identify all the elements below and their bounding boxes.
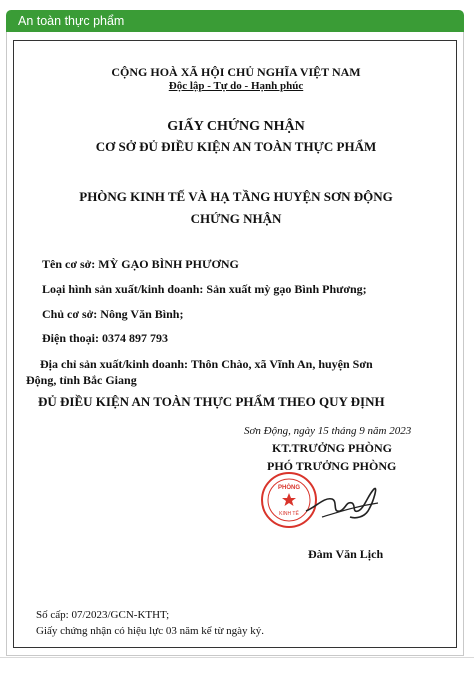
- header-bar: [0, 0, 474, 33]
- phone: Điện thoại: 0374 897 793: [42, 331, 168, 345]
- signature-icon: [302, 477, 382, 525]
- conclusion: ĐỦ ĐIỀU KIỆN AN TOÀN THỰC PHẨM THEO QUY ĐỊNH: [38, 394, 385, 409]
- country-line: CỘNG HOÀ XÃ HỘI CHỦ NGHĨA VIỆT NAM: [111, 65, 361, 79]
- owner: Chủ cơ sở: Nông Văn Bình;: [42, 307, 184, 321]
- validity-note: Giấy chứng nhận có hiệu lực 03 năm kể từ ngày ký.: [36, 625, 265, 637]
- sign-title-1: KT.TRƯỞNG PHÒNG: [272, 441, 392, 455]
- issuer-line-1: PHÒNG KINH TẾ VÀ HẠ TẦNG HUYỆN SƠN ĐỘNG: [79, 189, 393, 204]
- title-line-2: CƠ SỞ ĐỦ ĐIỀU KIỆN AN TOÀN THỰC PHẨM: [95, 139, 377, 154]
- certificate-number: Số cấp: 07/2023/GCN-KTHT;: [36, 609, 170, 621]
- signer-name: Đàm Văn Lịch: [308, 547, 384, 561]
- facility-name: Tên cơ sở: MỲ GẠO BÌNH PHƯƠNG: [42, 257, 239, 271]
- svg-text:KINH TẾ: KINH TẾ: [279, 511, 299, 517]
- sign-title-2: PHÓ TRƯỞNG PHÒNG: [267, 459, 397, 473]
- section-tab[interactable]: [6, 10, 464, 32]
- section-tab-label: An toàn thực phẩm: [18, 14, 125, 28]
- certificate-document: [13, 40, 457, 648]
- address-line-1: Địa chỉ sản xuất/kinh doanh: Thôn Chào, xã Vĩnh An, huyện Sơn: [40, 357, 373, 371]
- issuer-line-2: CHỨNG NHẬN: [190, 211, 282, 226]
- motto: Độc lập - Tự do - Hạnh phúc: [168, 80, 304, 92]
- business-type: Loại hình sản xuất/kinh doanh: Sản xuất mỳ gạo Bình Phương;: [42, 282, 367, 296]
- title-line-1: GIẤY CHỨNG NHẬN: [167, 119, 305, 134]
- address-line-2: Động, tỉnh Bắc Giang: [26, 373, 137, 387]
- bottom-divider: [0, 657, 474, 658]
- place-date: Sơn Động, ngày 15 tháng 9 năm 2023: [244, 425, 412, 437]
- svg-text:PHÒNG: PHÒNG: [277, 485, 301, 491]
